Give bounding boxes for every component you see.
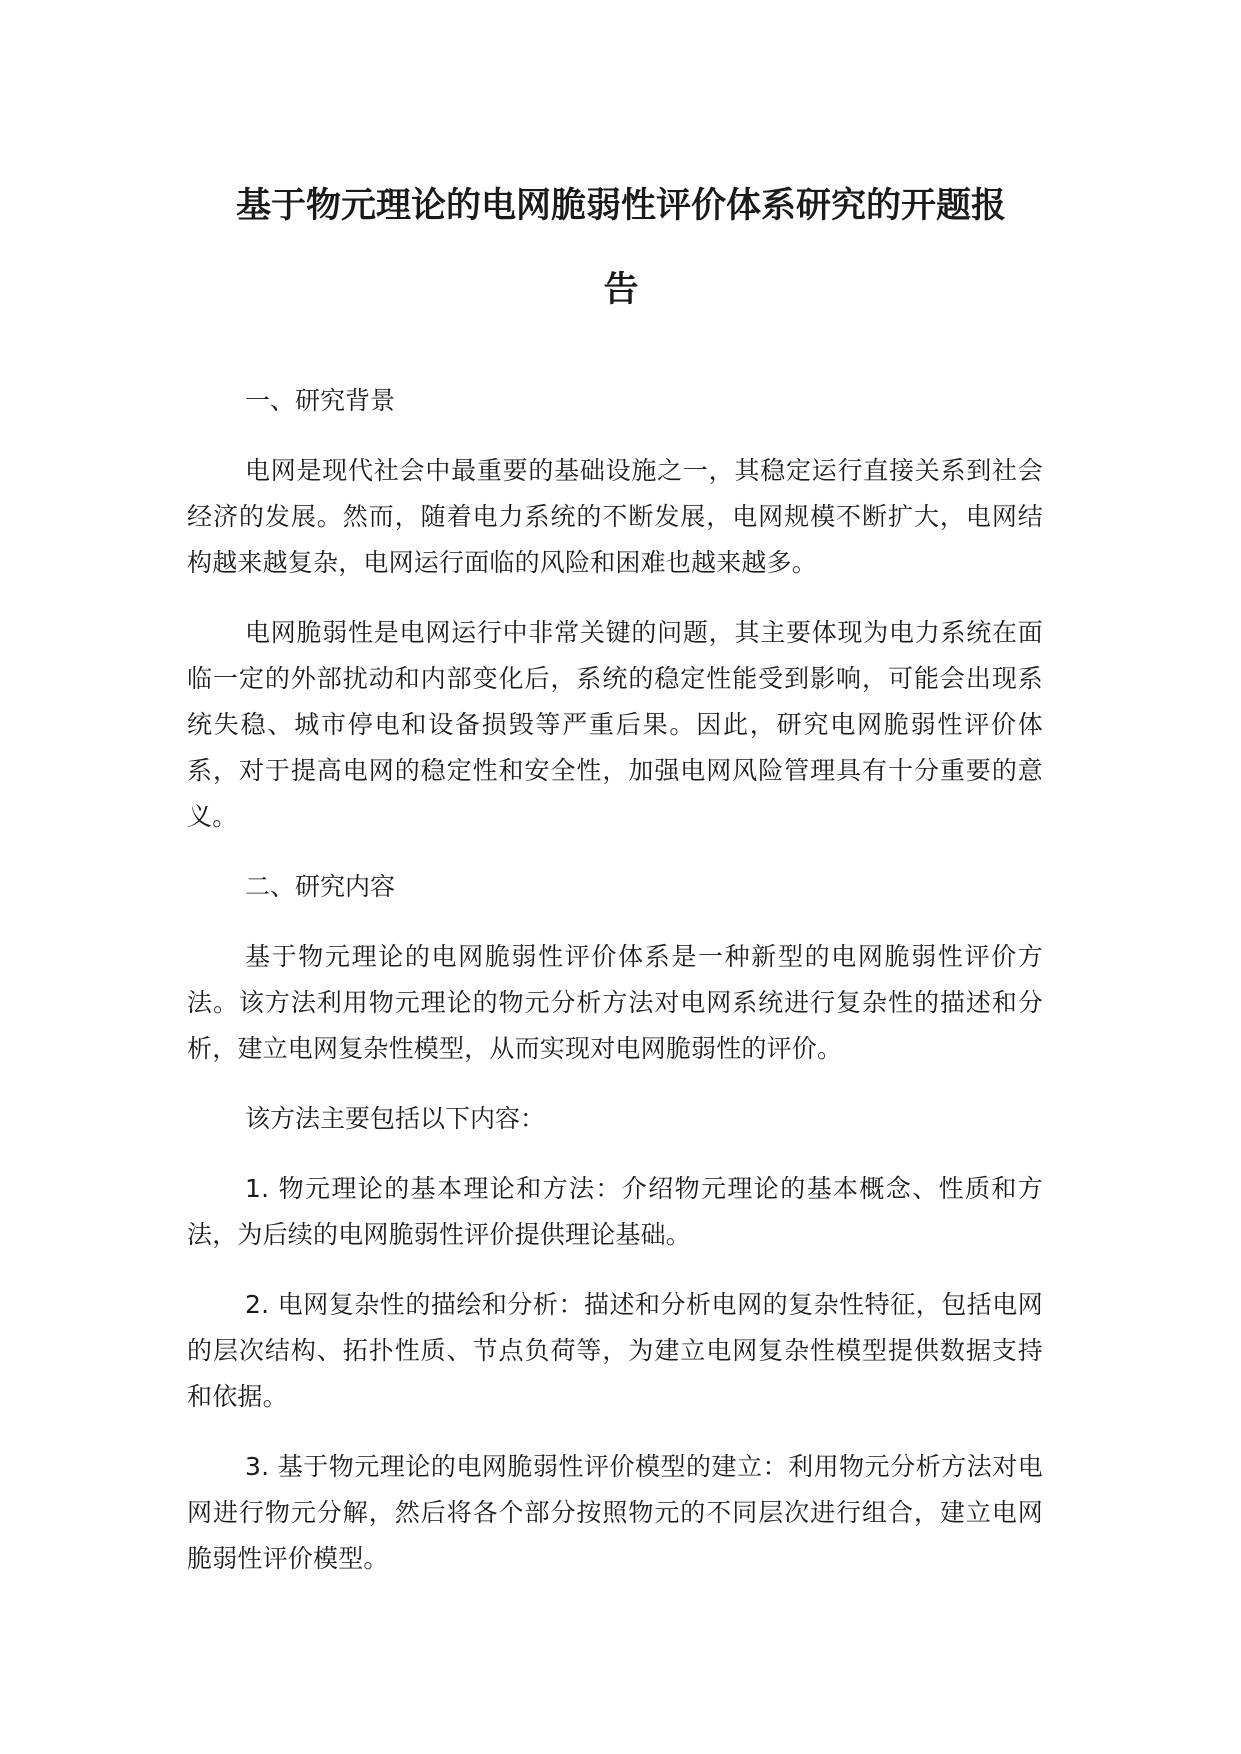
section-heading-content: 二、研究内容 <box>245 872 396 901</box>
document-body <box>187 378 1043 1606</box>
list-item-1: 1. 物元理论的基本理论和方法：介绍物元理论的基本概念、性质和方法，为后续的电网脆弱性评价提供理论基础。 <box>187 1174 1043 1249</box>
section-heading-background: 一、研究背景 <box>245 386 396 415</box>
list-item-3: 3. 基于物元理论的电网脆弱性评价模型的建立：利用物元分析方法对电网进行物元分解，然后将各个部分按照物元的不同层次进行组合，建立电网脆弱性评价模型。 <box>187 1452 1043 1573</box>
paragraph-background-1: 电网是现代社会中最重要的基础设施之一，其稳定运行直接关系到社会经济的发展。然而，随着电力系统的不断发展，电网规模不断扩大，电网结构越来越复杂，电网运行面临的风险和困难也越来越多。 <box>187 456 1043 577</box>
paragraph-method-lead: 该方法主要包括以下内容： <box>245 1104 546 1133</box>
paragraph-content-intro: 基于物元理论的电网脆弱性评价体系是一种新型的电网脆弱性评价方法。该方法利用物元理论的物元分析方法对电网系统进行复杂性的描述和分析，建立电网复杂性模型，从而实现对电网脆弱性的评价。 <box>187 942 1043 1063</box>
list-item-2: 2. 电网复杂性的描绘和分析：描述和分析电网的复杂性特征，包括电网的层次结构、拓扑性质、节点负荷等，为建立电网复杂性模型提供数据支持和依据。 <box>187 1290 1043 1411</box>
document-title-line1: 基于物元理论的电网脆弱性评价体系研究的开题报 <box>235 186 1006 226</box>
paragraph-background-2: 电网脆弱性是电网运行中非常关键的问题，其主要体现为电力系统在面临一定的外部扰动和内部变化后，系统的稳定性能受到影响，可能会出现系统失稳、城市停电和设备损毁等严重后果。因此，研究电网脆弱性评价体系，对于提高电网的稳定性和安全性，加强电网风险管理具有十分重要的意义。 <box>187 618 1043 831</box>
document-title-line2: 告 <box>603 270 639 310</box>
